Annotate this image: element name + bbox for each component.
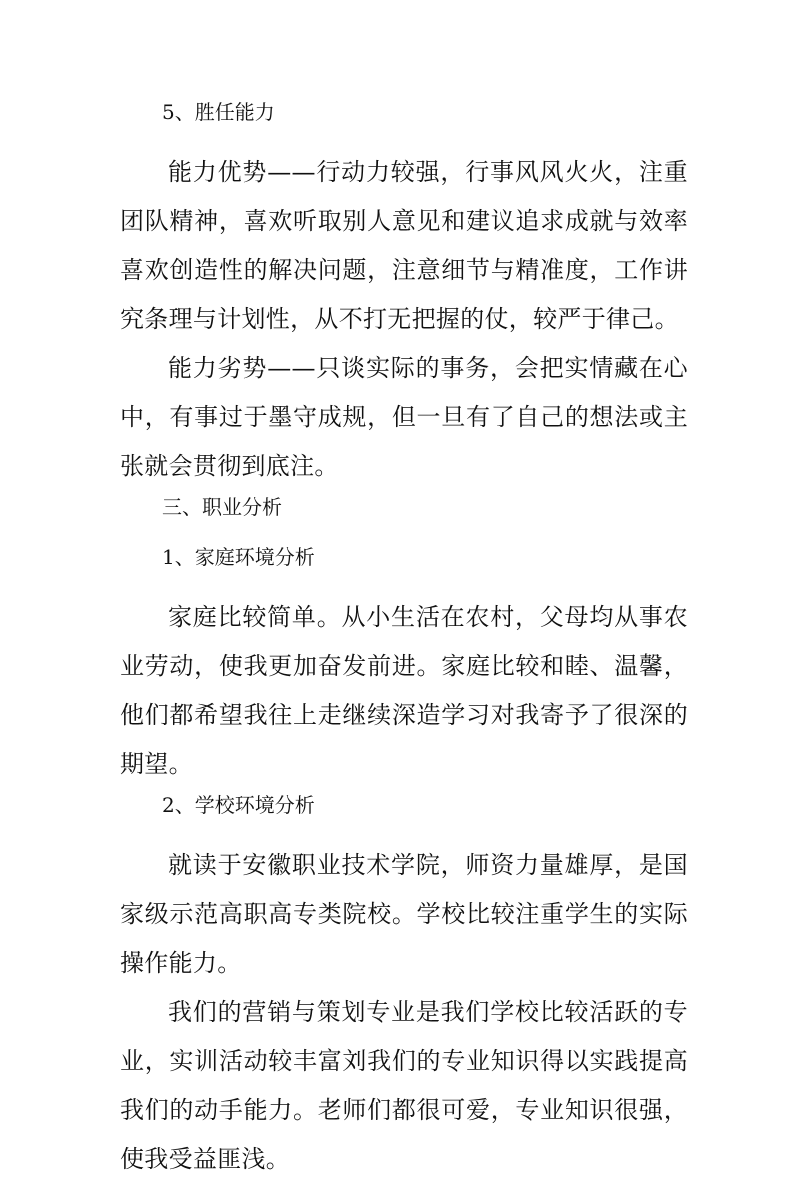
strength-paragraph: 能力优势——行动力较强，行事风风火火，注重团队精神，喜欢听取别人意见和建议追求成就与效率喜欢创造性的解决问题，注意细节与精准度，工作讲究条理与计划性，从不打无把握的仗，较严于律己。: [120, 158, 688, 333]
competence-heading: 5、胜任能力: [162, 100, 275, 124]
school-environment-heading: 2、学校环境分析: [162, 793, 315, 817]
career-analysis-heading: 三、职业分析: [162, 495, 282, 519]
document-body: [120, 98, 688, 1184]
weakness-paragraph: 能力劣势——只谈实际的事务，会把实情藏在心中，有事过于墨守成规，但一旦有了自己的想法或主张就会贯彻到底注。: [120, 354, 688, 480]
family-environment-heading: 1、家庭环境分析: [162, 545, 315, 569]
major-paragraph: 我们的营销与策划专业是我们学校比较活跃的专业，实训活动较丰富刘我们的专业知识得以实践提高我们的动手能力。老师们都很可爱，专业知识很强，使我受益匪浅。: [120, 998, 688, 1173]
family-paragraph: 家庭比较简单。从小生活在农村，父母均从事农业劳动，使我更加奋发前进。家庭比较和睦、温馨，他们都希望我往上走继续深造学习对我寄予了很深的期望。: [120, 603, 688, 778]
school-paragraph: 就读于安徽职业技术学院，师资力量雄厚，是国家级示范高职高专类院校。学校比较注重学生的实际操作能力。: [120, 851, 688, 977]
